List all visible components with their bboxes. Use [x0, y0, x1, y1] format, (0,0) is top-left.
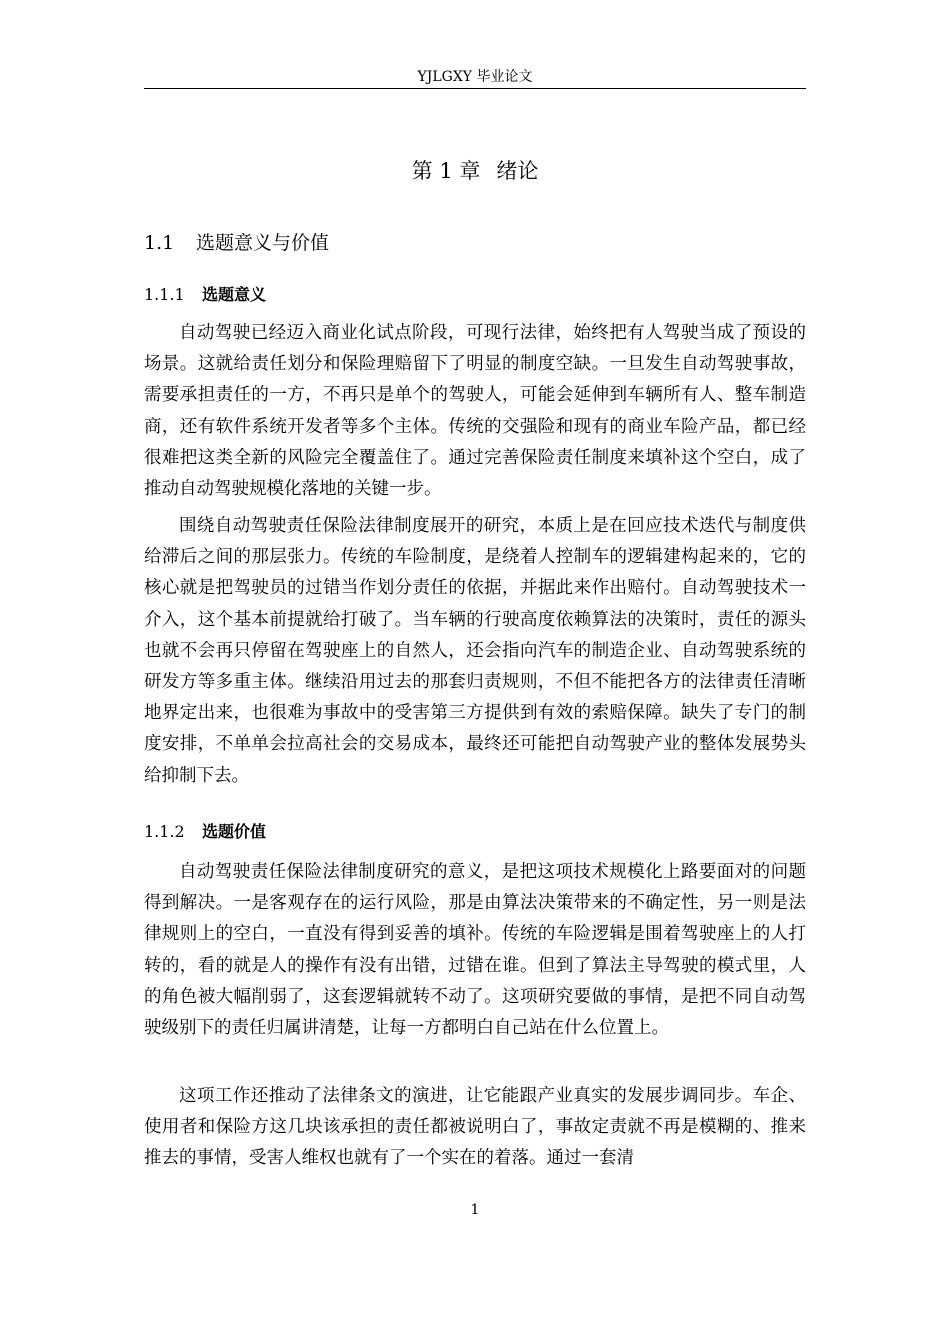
paragraph: 围绕自动驾驶责任保险法律制度展开的研究，本质上是在回应技术迭代与制度供给滞后之间的那层张力。传统的车险制度，是绕着人控制车的逻辑建构起来的，它的核心就是把驾驶员的过错当作划分责任的依据，并据此来作出赔付。自动驾驶技术一介入，这个基本前提就给打破了。当车辆的行驶高度依赖算法的决策时，责任的源头也就不会再只停留在驾驶座上的自然人，还会指向汽车的制造企业、自动驾驶系统的研发方等多重主体。继续沿用过去的那套归责规则，不但不能把各方的法律责任清晰地界定出来，也很难为事故中的受害第三方提供到有效的索赔保障。缺失了专门的制度安排，不单单会拉高社会的交易成本，最终还可能把自动驾驶产业的整体发展势头给抑制下去。: [144, 516, 806, 786]
section-title: 选题意义与价值: [196, 232, 330, 254]
subsection-heading-1-1-1: [144, 283, 266, 307]
subsection-number: 1.1.2: [144, 822, 185, 841]
paragraph: 这项工作还推动了法律条文的演进，让它能跟产业真实的发展步调同步。车企、使用者和保险方这几块该承担的责任都被说明白了，事故定责就不再是模糊的、推来推去的事情，受害人维权也就有了一个实在的着落。通过一套清: [144, 1086, 806, 1169]
subsection-number: 1.1.1: [144, 285, 185, 304]
header-rule: [144, 88, 806, 89]
chapter-title: [144, 156, 806, 186]
section-number: 1.1: [144, 232, 175, 254]
subsection-title: 选题价值: [202, 822, 267, 841]
subsection-title: 选题意义: [202, 285, 267, 304]
page-number: 1: [470, 1202, 480, 1218]
section-heading-1-1: [144, 229, 329, 257]
paragraph: 自动驾驶责任保险法律制度研究的意义，是把这项技术规模化上路要面对的问题得到解决。一是客观存在的运行风险，那是由算法决策带来的不确定性，另一则是法律规则上的空白，一直没有得到妥善的填补。传统的车险逻辑是围着驾驶座上的人打转的，看的就是人的操作有没有出错，过错在谁。但到了算法主导驾驶的模式里，人的角色被大幅削弱了，这套逻辑就转不动了。这项研究要做的事情，是把不同自动驾驶级别下的责任归属讲清楚，让每一方都明白自己站在什么位置上。: [144, 862, 806, 1039]
chapter-number: 第 1 章: [411, 159, 481, 183]
paragraph: 自动驾驶已经迈入商业化试点阶段，可现行法律，始终把有人驾驶当成了预设的场景。这就给责任划分和保险理赔留下了明显的制度空缺。一旦发生自动驾驶事故，需要承担责任的一方，不再只是单个的驾驶人，可能会延伸到车辆所有人、整车制造商，还有软件系统开发者等多个主体。传统的交强险和现有的商业车险产品，都已经很难把这类全新的风险完全覆盖住了。通过完善保险责任制度来填补这个空白，成了推动自动驾驶规模化落地的关键一步。: [144, 323, 806, 500]
subsection-heading-1-1-2: [144, 820, 266, 844]
page-header: YJLGXY 毕业论文: [417, 69, 533, 85]
chapter-title-text: 绪论: [496, 159, 539, 183]
